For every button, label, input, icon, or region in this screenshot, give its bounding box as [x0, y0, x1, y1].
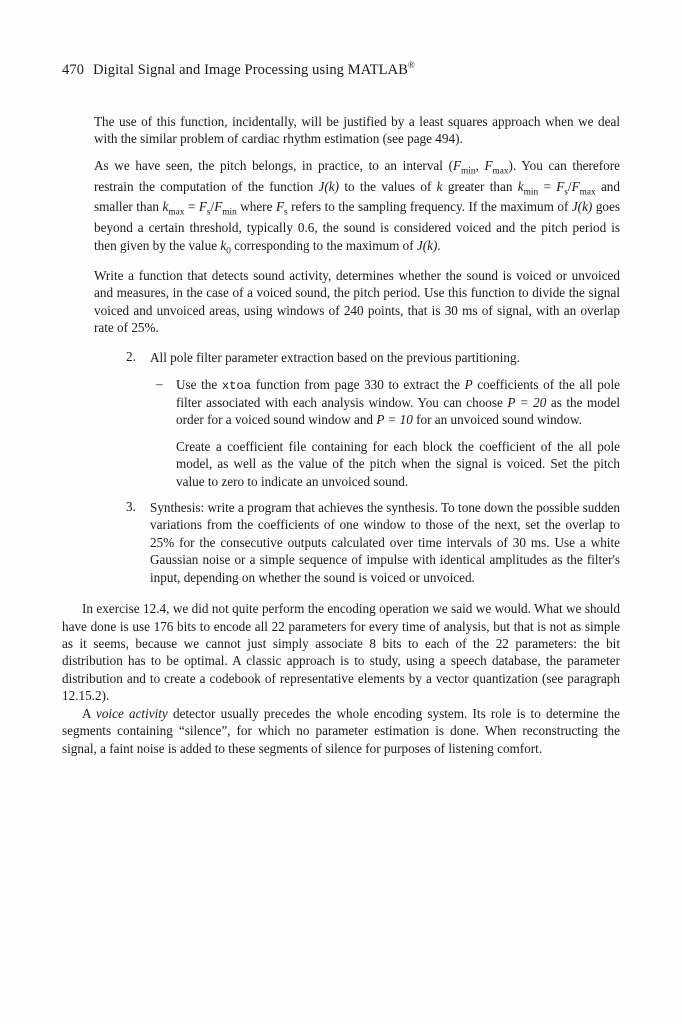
symbol-kmin-sub: min [523, 187, 539, 198]
text-fragment: as the model order for a voiced sound window and [176, 394, 620, 428]
symbol-fmin-sub: min [461, 166, 476, 177]
code-xtoa: xtoa [221, 378, 252, 393]
symbol-fmin2-sub: min [222, 208, 237, 219]
running-head [62, 60, 620, 79]
symbol-jk3: J(k) [416, 237, 438, 253]
symbol-jk2: J(k) [571, 199, 593, 215]
symbol-fs-sub: s [564, 187, 568, 198]
text-fragment: detector usually precedes the whole encoding system. Its role is to determine the segments containing “silence”, for which no parameter estimation is done. When reconstructing the signal, a faint noise is added to these segments of silence for purposes of listening comfort. [62, 705, 620, 756]
emphasis-voice-activity: voice activity [95, 705, 168, 721]
paragraph-exercise-note: In exercise 12.4, we did not quite perform the encoding operation we said we would. What we should have done is use 176 bits to encode all 22 parameters for every time of analysis, but that is not as simple as it seems, because we cannot just simply associate 8 bits to each of the 22 parameters: the bit distribution has to be optimal. A classic approach is to study, using a speech database, the parameter distribution and to create a codebook of representative elements by a vector quantization (see paragraph 12.15.2). [62, 601, 620, 704]
text-fragment: A [82, 705, 96, 721]
text-fragment: ). You can therefore restrain the computation of the function [94, 157, 620, 194]
list-item-step-2 [126, 349, 620, 366]
exercise-step-list [94, 349, 620, 586]
symbol-fmax2-sub: max [579, 187, 596, 198]
running-title: Digital Signal and Image Processing using MATLAB [93, 61, 408, 78]
paragraph-pitch-interval [94, 157, 620, 258]
text-fragment: where [236, 199, 276, 215]
text-fragment: goes beyond a certain threshold, typically 0.6, the sound is considered voiced and the pitch period is then given by the value [94, 199, 620, 253]
text-fragment: to the values of [339, 178, 437, 194]
list-item-dash-xtoa [156, 376, 620, 429]
symbol-fmin2: F [214, 199, 223, 215]
text-fragment: function from page 330 to extract the [251, 376, 465, 392]
text-fragment: greater than [442, 178, 518, 194]
symbol-kmin: k [517, 178, 524, 194]
closing-commentary [62, 600, 620, 757]
symbol-k0: k [220, 237, 227, 253]
list-item-text: Synthesis: write a program that achieves the synthesis. To tone down the possible sudden variations from the coefficients of one window to those of the next, set the overlap to 25% for the consecutive outputs calculated over time intervals of 30 ms. Use a white Gaussian noise or a simple sequence of impulse with identical amplitudes as the filter's input, depending on whether the sound is voiced or unvoiced. [150, 500, 620, 585]
symbol-fs2-sub: s [206, 208, 211, 219]
symbol-P: P [464, 376, 473, 392]
body-column [94, 113, 620, 586]
list-marker: 3. [126, 499, 136, 515]
symbol-fmax: F [484, 157, 493, 173]
text-fragment: for an unvoiced sound window. [412, 412, 582, 428]
list-item-coefficient-file [176, 438, 620, 490]
list-item-text [176, 376, 620, 429]
symbol-fs: F [556, 178, 565, 194]
text-fragment: = [538, 178, 557, 194]
registered-mark: ® [407, 60, 415, 70]
text-fragment: and smaller than [94, 178, 620, 215]
paragraph-write-function: Write a function that detects sound activity, determines whether the sound is voiced or unvoiced and measures, in the case of a voiced sound, the pitch period. Use this function to divide the signal voiced and unvoiced areas, using windows of 240 points, that is 30 ms of signal, with an overlap rate of 25%. [94, 267, 620, 335]
symbol-fs3: F [275, 199, 284, 215]
text-fragment: As we have seen, the pitch belongs, in practice, to an interval ( [94, 157, 453, 173]
text-fragment: = [184, 199, 199, 215]
page-number: 470 [62, 61, 85, 78]
text-fragment: coefficients of the all pole filter associated with each analysis window. You can choose [176, 376, 620, 410]
text-fragment: / [210, 199, 215, 215]
text-fragment: / [567, 178, 572, 194]
symbol-P-equals-20: P = 20 [507, 394, 547, 410]
text-fragment: corresponding to the maximum of [230, 237, 417, 253]
paragraph-voice-activity [62, 705, 620, 757]
symbol-fmin: F [452, 157, 462, 173]
symbol-kmax-sub: max [168, 208, 185, 219]
text-fragment: . [437, 237, 441, 253]
symbol-fs3-sub: s [284, 208, 288, 219]
text-fragment: , [475, 157, 485, 173]
list-item-text: All pole filter parameter extraction based on the previous partitioning. [150, 350, 520, 366]
list-marker: 2. [126, 349, 136, 365]
list-item-step-3 [126, 499, 620, 586]
list-item-text: Create a coefficient file containing for each block the coefficient of the all pole model, as well as the value of the pitch when the signal is voiced. Set the pitch value to zero to indicate an unvoiced sound. [176, 438, 620, 489]
symbol-P-equals-10: P = 10 [376, 412, 413, 428]
paragraph-intro: The use of this function, incidentally, will be justified by a least squares approach when we deal with the similar problem of cardiac rhythm estimation (see page 494). [94, 113, 620, 147]
symbol-fmax2: F [571, 178, 580, 194]
symbol-kmax: k [162, 199, 169, 215]
symbol-fs2: F [198, 199, 207, 215]
symbol-jk: J(k) [318, 178, 340, 194]
symbol-fmax-sub: max [492, 166, 509, 177]
list-marker: – [156, 375, 163, 391]
text-fragment: Use the [176, 376, 222, 392]
symbol-k0-sub: 0 [226, 246, 231, 257]
symbol-k: k [436, 178, 443, 194]
text-fragment: refers to the sampling frequency. If the maximum of [287, 199, 572, 215]
